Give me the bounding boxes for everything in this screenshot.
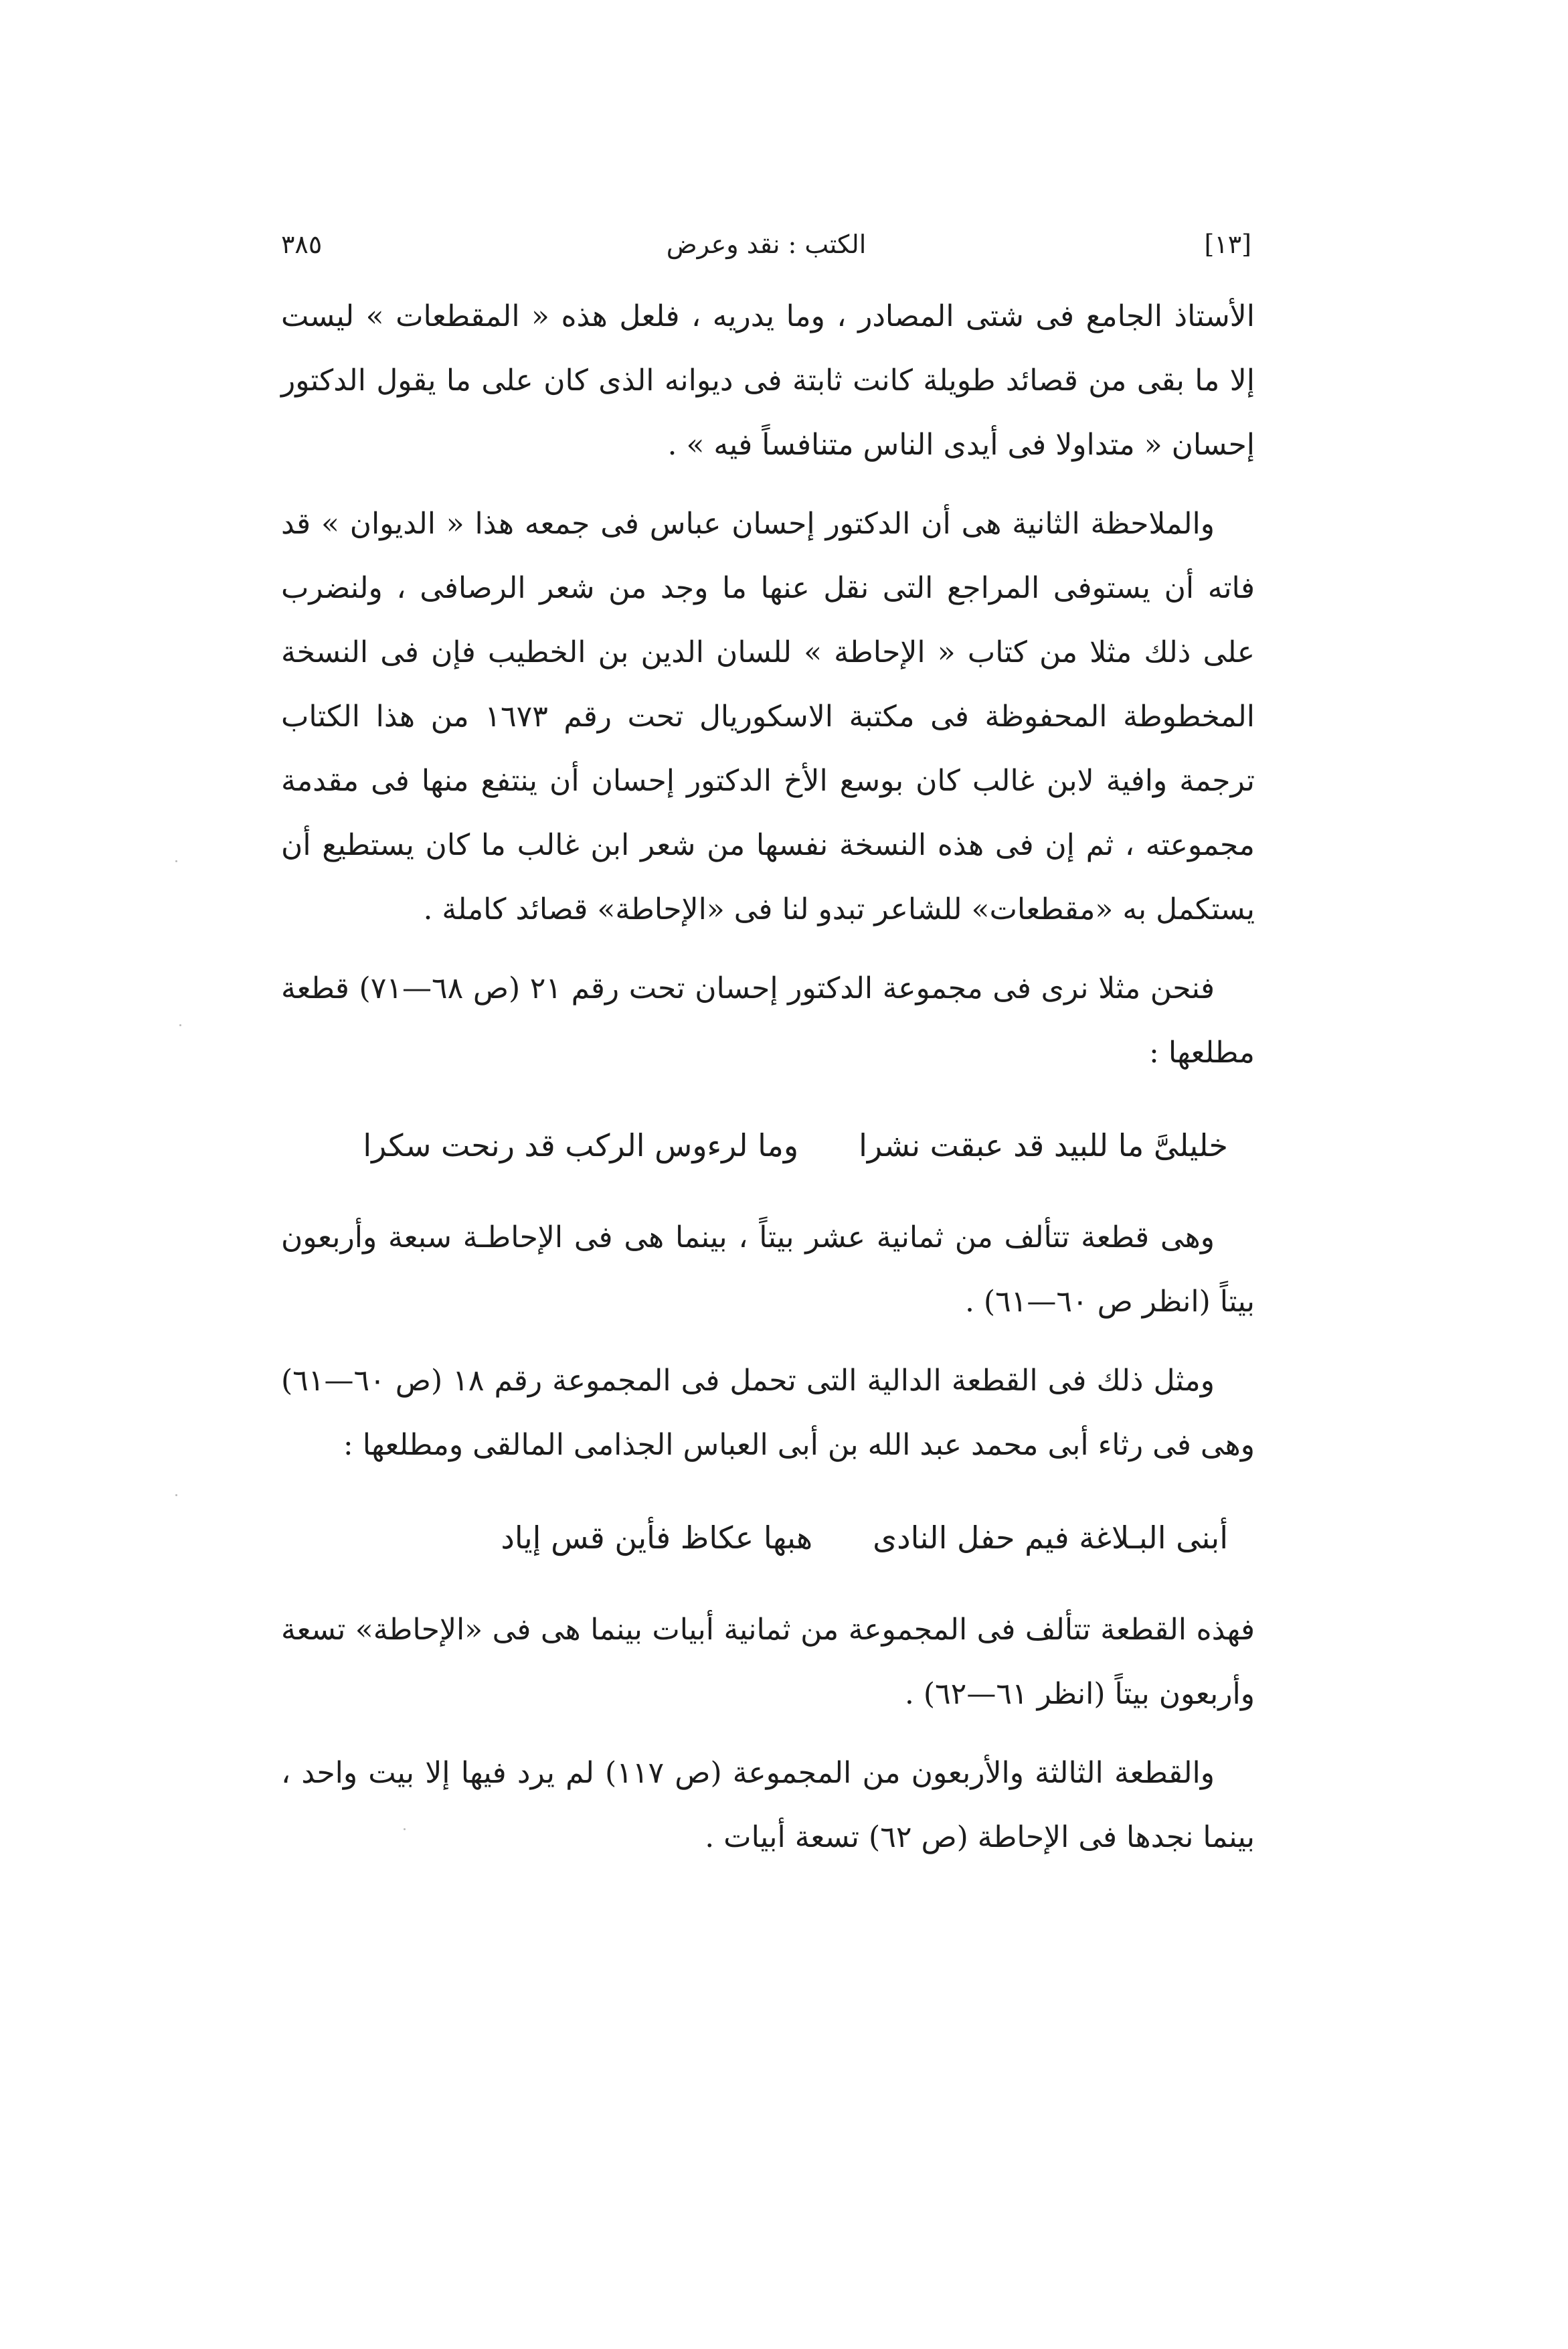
page-number: ٣٨٥ <box>281 230 323 259</box>
paragraph-7: والقطعة الثالثة والأربعون من المجموعة (ص ١١٧) لم يرد فيها إلا بيت واحد ، بينما نجدها فى الإحاطة (ص ٦٢) تسعة أبيات . <box>281 1756 1255 1854</box>
verse-1-first-hemistich: خليلىَّ ما للبيد قد عبقت نشرا <box>859 1127 1228 1163</box>
paragraph-2: والملاحظة الثانية هى أن الدكتور إحسان عباس فى جمعه هذا « الديوان » قد فاته أن يستوفى المراجع التى نقل عنها ما وجد من شعر الرصافى ، ولنضرب على ذلك مثلا من كتاب « الإحاطة » للسان الدين بن الخطيب فإن فى النسخة المخطوطة المحفوظة فى مكتبة الاسكوريال تحت رقم ١٦٧٣ من هذا الكتاب ترجمة وافية لابن غالب كان بوسع الأخ الدكتور إحسان أن ينتفع منها فى مقدمة مجموعته ، ثم إن فى هذه النسخة نفسها من شعر ابن غالب ما كان يستطيع أن يستكمل به «مقطعات» للشاعر تبدو لنا فى «الإحاطة» قصائد كاملة . <box>281 507 1255 926</box>
scan-speck <box>404 1828 406 1830</box>
paragraph-1: الأستاذ الجامع فى شتى المصادر ، وما يدريه ، فلعل هذه « المقطعات » ليست إلا ما بقى من قصائد طويلة كانت ثابتة فى ديوانه الذى كان على ما يقول الدكتور إحسان « متداولا فى أيدى الناس متنافساً فيه » . <box>281 299 1255 462</box>
running-head <box>281 221 1251 268</box>
paragraph-4: وهى قطعة تتألف من ثمانية عشر بيتاً ، بينما هى فى الإحاطـة سبعة وأربعون بيتاً (انظر ص ٦٠—٦١) . <box>281 1220 1255 1319</box>
paragraph-6: فهذه القطعة تتألف فى المجموعة من ثمانية أبيات بينما هى فى «الإحاطة» تسعة وأربعون بيتاً (انظر ٦١—٦٢) . <box>281 1613 1255 1711</box>
scan-speck <box>175 860 177 862</box>
verse-1-second-hemistich: وما لرءوس الركب قد رنحت سكرا <box>363 1127 799 1163</box>
paragraph-5: ومثل ذلك فى القطعة الدالية التى تحمل فى المجموعة رقم ١٨ (ص ٦٠—٦١) وهى فى رثاء أبى محمد عبد الله بن أبى العباس الجذامى المالقى ومطلعها : <box>281 1364 1255 1462</box>
paragraph-3: فنحن مثلا نرى فى مجموعة الدكتور إحسان تحت رقم ٢١ (ص ٦٨—٧١) قطعة مطلعها : <box>281 971 1255 1070</box>
running-title: الكتب : نقد وعرض <box>666 230 867 259</box>
verse-2-first-hemistich: أبنى البـلاغة فيم حفل النادى <box>873 1520 1228 1556</box>
verse-line-2 <box>281 1506 1255 1570</box>
scan-speck <box>179 1024 181 1026</box>
scan-speck <box>175 1494 177 1496</box>
body-text <box>281 285 1255 1870</box>
section-number: [١٣] <box>1204 230 1251 259</box>
verse-line-1 <box>281 1113 1255 1178</box>
verse-2-second-hemistich: هبها عكاظ فأين قس إياد <box>501 1520 813 1556</box>
